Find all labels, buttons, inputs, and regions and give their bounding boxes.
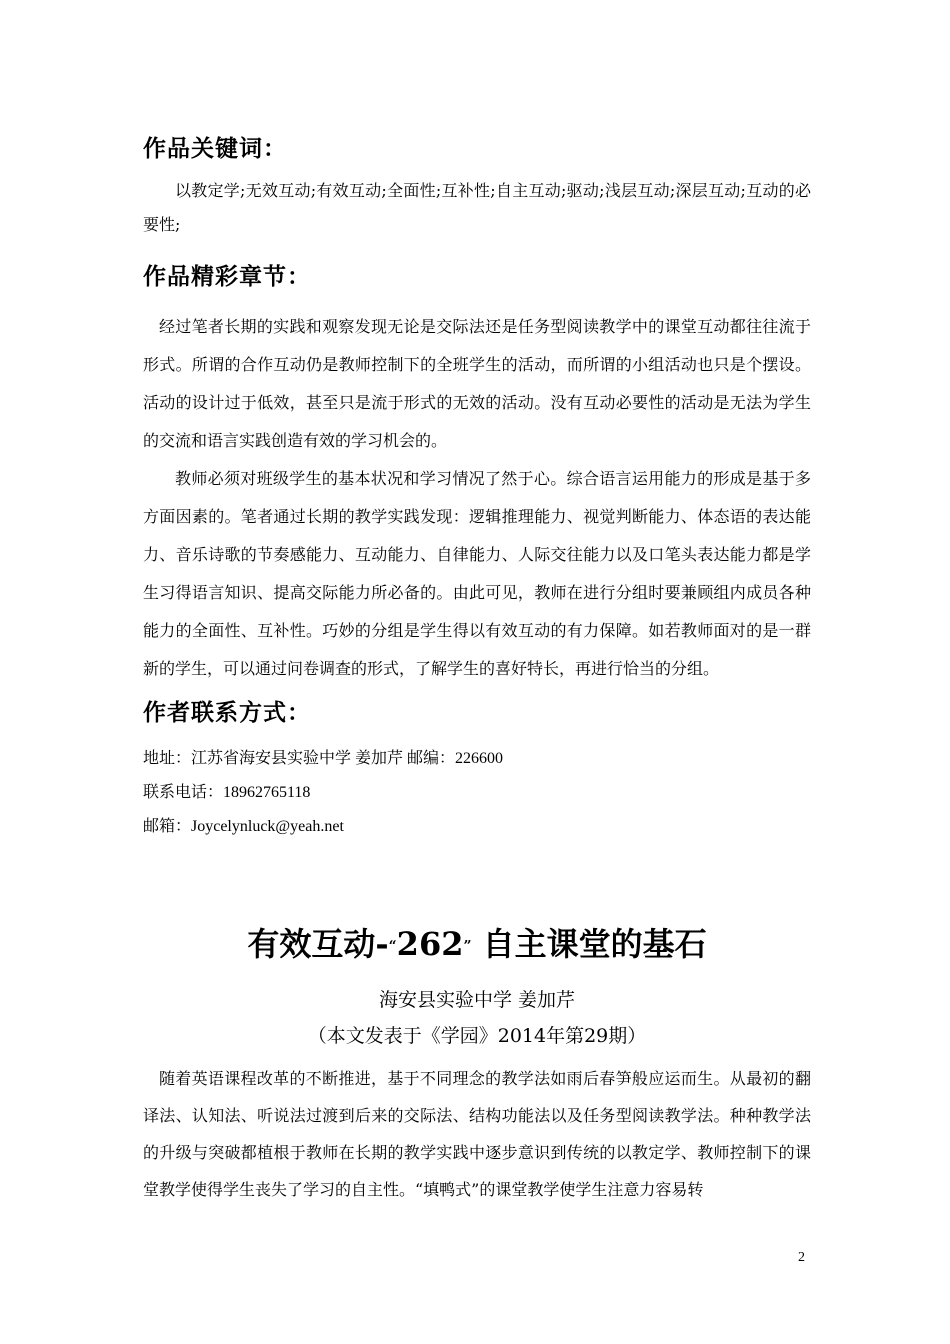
article-body: [143, 1060, 811, 1208]
title-close-quote: ”: [463, 938, 472, 955]
excerpt-heading: 作品精彩章节：: [143, 264, 311, 290]
excerpt-paragraph-2: 教师必须对班级学生的基本状况和学习情况了然于心。综合语言运用能力的形成是基于多方面因素的。笔者通过长期的教学实践发现：逻辑推理能力、视觉判断能力、体态语的表达能力、音乐诗歌的节奏感能力、互动能力、自律能力、人际交往能力以及口笔头表达能力都是学生习得语言知识、提高交际能力所必备的。由此可见，教师在进行分组时要兼顾组内成员各种能力的全面性、互补性。巧妙的分组是学生得以有效互动的有力保障。如若教师面对的是一群新的学生，可以通过问卷调查的形式，了解学生的喜好特长，再进行恰当的分组。: [143, 469, 811, 678]
contact-heading: 作者联系方式：: [143, 700, 311, 726]
keywords-text: 以教定学;无效互动;有效互动;全面性;互补性;自主互动;驱动;浅层互动;深层互动;互动的必要性;: [143, 181, 811, 234]
article-author: 海安县实验中学 姜加芹: [378, 989, 576, 1011]
title-number: 262: [396, 925, 464, 963]
title-suffix: 自主课堂的基石: [482, 925, 707, 963]
title-open-quote: “: [388, 938, 397, 955]
contact-address: 地址：江苏省海安县实验中学 姜加芹 邮编：226600: [143, 750, 504, 767]
main-content: [143, 126, 811, 844]
article-source: （本文发表于《学园》2014年第29期）: [307, 1025, 647, 1047]
article-title: [143, 922, 811, 969]
contact-phone: 联系电话：18962765118: [143, 784, 311, 801]
page-number: 2: [798, 1250, 805, 1265]
title-prefix: 有效互动-: [247, 925, 389, 963]
excerpt-paragraph-1: 经过笔者长期的实践和观察发现无论是交际法还是任务型阅读教学中的课堂互动都往往流于形式。所谓的合作互动仍是教师控制下的全班学生的活动，而所谓的小组活动也只是个摆设。活动的设计过于低效，甚至只是流于形式的无效的活动。没有互动必要性的活动是无法为学生的交流和语言实践创造有效的学习机会的。: [143, 317, 811, 450]
contact-email: 邮箱：Joycelynluck@yeah.net: [143, 818, 344, 835]
keywords-heading: 作品关键词：: [143, 136, 287, 162]
article-intro-paragraph: 随着英语课程改革的不断推进，基于不同理念的教学法如雨后春笋般应运而生。从最初的翻译法、认知法、听说法过渡到后来的交际法、结构功能法以及任务型阅读教学法。种种教学法的升级与突破都植根于教师在长期的教学实践中逐步意识到传统的以教定学、教师控制下的课堂教学使得学生丧失了学习的自主性。“填鸭式”的课堂教学使学生注意力容易转: [143, 1069, 811, 1199]
